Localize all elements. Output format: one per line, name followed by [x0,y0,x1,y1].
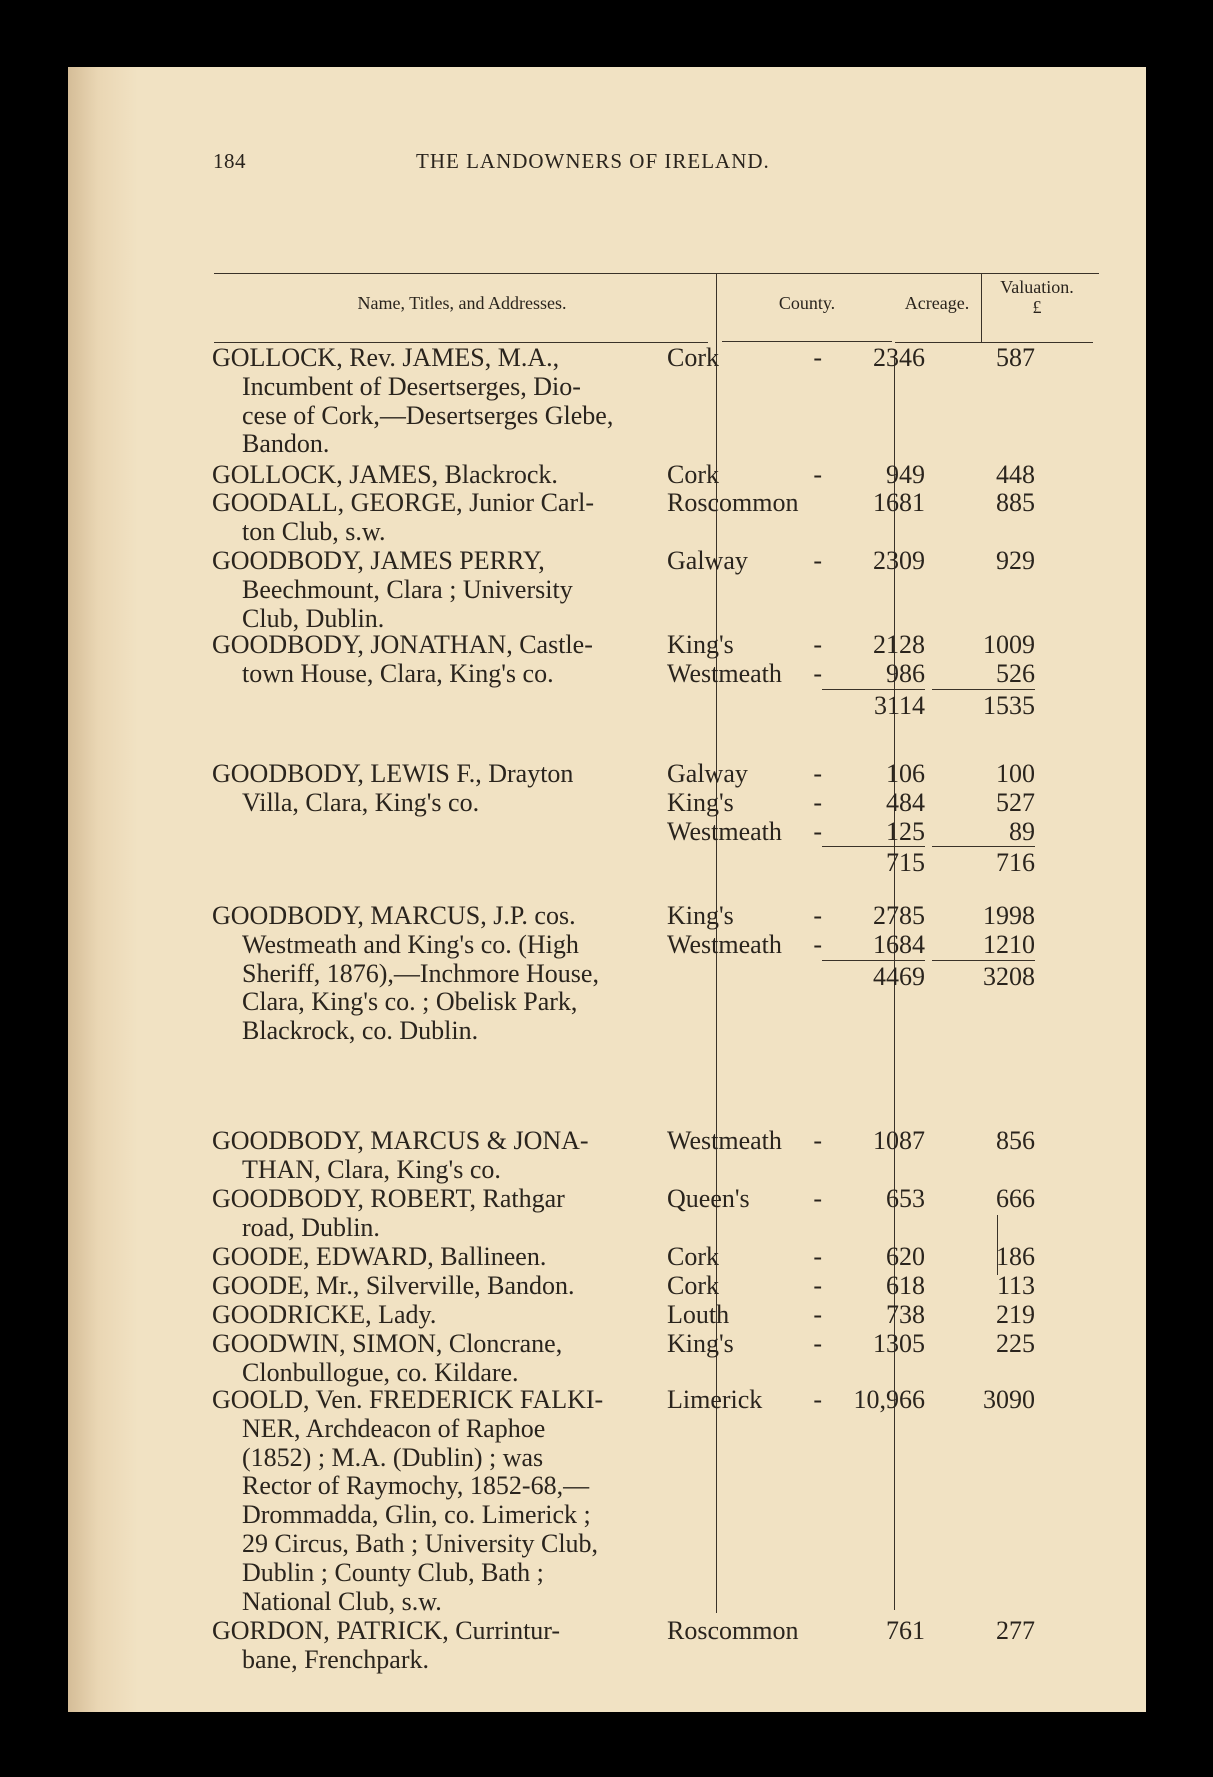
valuation-cell [932,1330,1035,1359]
county-cell [667,1386,822,1415]
valuation-cell [932,344,1035,373]
acreage-value: 1087 [873,1126,925,1155]
acreage-value: 738 [886,1300,925,1329]
acreage-value: 620 [886,1242,925,1271]
county-value: Roscommon [667,488,799,517]
county-value: Galway - [667,546,822,575]
county-value: King's - [667,630,822,659]
valuation-cell [932,547,1035,576]
county-value: King's - [667,787,822,817]
valuation-cell [932,902,1035,991]
dash-mark: - [813,929,822,959]
acreage-value: 986 [886,658,925,688]
valuation-cell [932,461,1035,490]
landowner-name [212,461,637,490]
landowner-name [212,760,637,818]
acreage-value: 484 [886,787,925,817]
valuation-total: 716 [932,846,1035,878]
acreage-cell [822,902,925,991]
landowner-name [212,489,637,547]
valuation-value: 1009 [983,630,1035,659]
county-value: Louth - [667,1300,822,1329]
acreage-cell [822,1330,925,1359]
column-header-valuation [982,277,1092,317]
name-line: ton Club, s.w. [242,516,386,546]
name-line: Club, Dublin. [242,603,385,633]
name-line: GOODBODY, MARCUS & JONA- [212,1126,589,1155]
name-line: bane, Frenchpark. [242,1644,429,1674]
valuation-label: Valuation. [1000,277,1074,297]
name-line: GOODBODY, LEWIS F., Drayton [212,759,574,788]
dash-mark: - [813,460,822,489]
landowner-name [212,1243,637,1272]
name-line: Westmeath and King's co. (High [242,929,579,959]
dash-mark: - [813,787,822,817]
name-line: Bandon. [242,429,330,459]
name-line: GOOLD, Ven. FREDERICK FALKI- [212,1385,604,1414]
acreage-cell [822,489,925,518]
acreage-value: 106 [886,759,925,788]
book-page [68,67,1146,1712]
table-top-rule [214,273,1099,274]
county-cell [667,1617,822,1646]
county-value: Queen's - [667,1184,822,1213]
acreage-cell [822,461,925,490]
county-value: Limerick - [667,1385,822,1414]
valuation-value: 856 [996,1126,1035,1155]
valuation-value: 929 [996,546,1035,575]
dash-mark: - [813,658,822,688]
page-number: 184 [213,149,246,173]
dash-mark: - [813,343,822,372]
county-value: Cork - [667,1242,822,1271]
county-cell [667,631,822,689]
dash-mark: - [813,1184,822,1213]
valuation-value: 1998 [983,901,1035,930]
county-cell [667,344,822,373]
acreage-value: 125 [886,816,925,846]
name-line: GOLLOCK, Rev. JAMES, M.A., [212,343,560,372]
dash-mark: - [813,816,822,846]
name-line: road, Dublin. [242,1212,380,1242]
name-line: Clonbullogue, co. Kildare. [242,1357,519,1387]
name-line: Clara, King's co. ; Obelisk Park, [242,987,578,1017]
valuation-value: 3090 [983,1385,1035,1414]
acreage-total: 3114 [822,689,925,721]
dash-mark: - [813,1126,822,1155]
name-line: National Club, s.w. [242,1586,442,1616]
valuation-cell [932,760,1035,878]
name-line: THAN, Clara, King's co. [242,1154,501,1184]
county-value: King's - [667,901,822,930]
header-bottom-rule-county [722,341,892,342]
name-line: GOODBODY, MARCUS, J.P. cos. [212,901,576,930]
acreage-cell [822,1301,925,1330]
county-value: Cork - [667,343,822,372]
acreage-cell [822,631,925,720]
county-cell [667,461,822,490]
acreage-total: 4469 [822,960,925,992]
name-line: Villa, Clara, King's co. [242,787,480,817]
name-line: GOODALL, GEORGE, Junior Carl- [212,488,595,517]
dash-mark: - [813,1385,822,1414]
acreage-cell [822,344,925,373]
acreage-value: 1681 [873,488,925,517]
name-line: GOODBODY, JAMES PERRY, [212,546,545,575]
acreage-cell [822,547,925,576]
name-line: Sheriff, 1876),—Inchmore House, [242,958,599,988]
county-cell [667,902,822,960]
acreage-cell [822,1617,925,1646]
county-cell [667,1185,822,1214]
valuation-value: 527 [996,787,1035,817]
landowner-name [212,1301,637,1330]
county-cell [667,1272,822,1301]
running-title: THE LANDOWNERS OF IRELAND. [416,149,770,173]
valuation-value: 186 [996,1242,1035,1271]
valuation-value: 225 [996,1329,1035,1358]
column-header-county: County. [778,293,836,313]
name-line: GOODBODY, JONATHAN, Castle- [212,630,593,659]
valuation-value: 885 [996,488,1035,517]
valuation-value: 448 [996,460,1035,489]
acreage-value: 10,966 [853,1385,925,1414]
acreage-value: 2346 [873,343,925,372]
valuation-unit: £ [1032,297,1042,317]
valuation-cell [932,1301,1035,1330]
acreage-value: 653 [886,1184,925,1213]
valuation-value: 526 [996,658,1035,688]
county-value: Roscommon [667,1616,799,1645]
name-line: town House, Clara, King's co. [242,658,554,688]
county-value: Westmeath - [667,658,822,688]
valuation-value: 1210 [983,929,1035,959]
acreage-value: 2128 [873,630,925,659]
county-cell [667,489,822,518]
dash-mark: - [813,1271,822,1300]
valuation-cell [932,1185,1035,1214]
name-line: GOLLOCK, JAMES, Blackrock. [212,460,558,489]
landowner-name [212,1386,637,1616]
valuation-total: 3208 [932,960,1035,992]
acreage-cell [822,1127,925,1156]
dash-mark: - [813,630,822,659]
valuation-value: 277 [996,1616,1035,1645]
name-line: GOODBODY, ROBERT, Rathgar [212,1184,565,1213]
name-line: Drommadda, Glin, co. Limerick ; [242,1500,591,1530]
valuation-cell [932,1617,1035,1646]
valuation-value: 587 [996,343,1035,372]
county-value: King's - [667,1329,822,1358]
name-line: Incumbent of Desertserges, Dio- [242,371,581,401]
acreage-total: 715 [822,846,925,878]
county-cell [667,760,822,846]
acreage-value: 761 [886,1616,925,1645]
county-value: Cork - [667,1271,822,1300]
acreage-value: 1684 [873,929,925,959]
landowner-name [212,1617,637,1675]
valuation-cell [932,1386,1035,1415]
valuation-total: 1535 [932,689,1035,721]
name-line: cese of Cork,—Desertserges Glebe, [242,400,614,430]
county-value: Westmeath - [667,1126,822,1155]
landowner-name [212,1127,637,1185]
name-line: GORDON, PATRICK, Currintur- [212,1616,561,1645]
acreage-cell [822,1185,925,1214]
valuation-value: 666 [996,1184,1035,1213]
name-line: GOODRICKE, Lady. [212,1300,437,1329]
landowner-name [212,1272,637,1301]
acreage-cell [822,1272,925,1301]
valuation-cell [932,1272,1035,1301]
name-line: Dublin ; County Club, Bath ; [242,1557,544,1587]
dash-mark: - [813,1242,822,1271]
acreage-value: 2785 [873,901,925,930]
valuation-value: 89 [1009,816,1035,846]
valuation-value: 100 [996,759,1035,788]
county-value: Westmeath - [667,929,822,959]
landowner-name [212,631,637,689]
dash-mark: - [813,759,822,788]
name-line: GOODWIN, SIMON, Cloncrane, [212,1329,563,1358]
dash-mark: - [813,1329,822,1358]
acreage-value: 618 [886,1271,925,1300]
name-line: Blackrock, co. Dublin. [242,1016,479,1046]
landowner-name [212,547,637,633]
county-cell [667,1127,822,1156]
dash-mark: - [813,1300,822,1329]
column-header-name: Name, Titles, and Addresses. [357,293,567,313]
county-value: Cork - [667,460,822,489]
dash-mark: - [813,546,822,575]
valuation-value: 113 [996,1271,1035,1300]
landowners-table [212,205,1102,1674]
acreage-cell [822,1243,925,1272]
column-header-acreage: Acreage. [904,293,970,313]
name-line: NER, Archdeacon of Raphoe [242,1413,546,1443]
name-line: GOODE, Mr., Silverville, Bandon. [212,1271,575,1300]
acreage-value: 2309 [873,546,925,575]
acreage-value: 949 [886,460,925,489]
valuation-cell [932,631,1035,720]
name-line: GOODE, EDWARD, Ballineen. [212,1242,547,1271]
dash-mark: - [813,901,822,930]
name-line: 29 Circus, Bath ; University Club, [242,1528,599,1558]
county-cell [667,1243,822,1272]
county-value: Westmeath - [667,816,822,846]
name-line: (1852) ; M.A. (Dublin) ; was [242,1442,544,1472]
county-value: Galway - [667,759,822,788]
valuation-cell [932,1243,1035,1272]
landowner-name [212,344,637,459]
county-cell [667,1330,822,1359]
valuation-value: 219 [996,1300,1035,1329]
landowner-name [212,1185,637,1243]
county-cell [667,547,822,576]
valuation-cell [932,489,1035,518]
acreage-value: 1305 [873,1329,925,1358]
landowner-name [212,1330,637,1388]
name-line: Beechmount, Clara ; University [242,574,573,604]
valuation-cell [932,1127,1035,1156]
acreage-cell [822,1386,925,1415]
acreage-cell [822,760,925,878]
county-cell [667,1301,822,1330]
landowner-name [212,902,637,1046]
name-line: Rector of Raymochy, 1852-68,— [242,1471,590,1501]
